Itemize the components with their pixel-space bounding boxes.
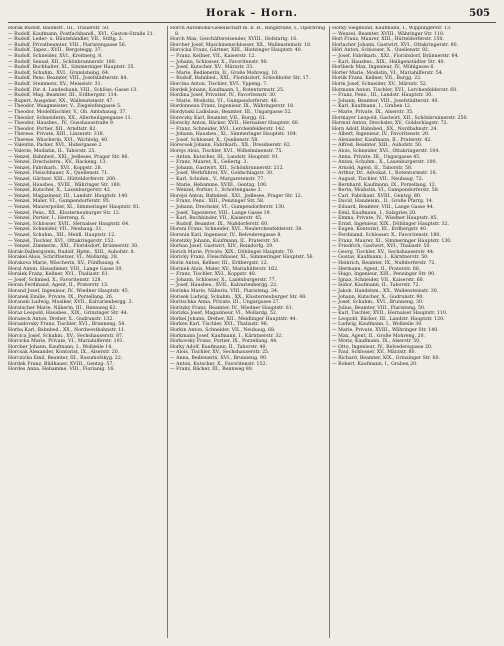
directory-entry: Horal Anton, Hausdiener, VIII., Lange Gasse 30. <box>8 266 123 272</box>
running-head: Horak – Horn. <box>206 8 298 19</box>
directory-entry: Horkmann Josef, Kaufmann, I., Kärntnerstr. 32. <box>170 333 283 339</box>
directory-entry: — Venzel, Schneider, VII., Neubaug. 31. <box>8 227 103 233</box>
directory-entry: Horba Karl, Bahnbed., XX., Nordwestbahnstr. 11. <box>8 328 126 334</box>
directory-entry: — Venzel, Hausbes., XVIII., Währinger Str. 180. <box>8 182 122 188</box>
directory-entry: — Alois, Tischler, XV., Sechshauserstr. 25. <box>170 350 270 356</box>
directory-entry: — Franz, Kellner, VII., Kaiserstr. 12. <box>170 53 256 59</box>
directory-entry: — Friedrich, Gastwirt, XVI., Thaliastr. 50. <box>332 244 431 250</box>
directory-entry: — Alexander, Kaufmann, II., Praterstr. 42. <box>332 137 432 143</box>
directory-entry: — Hugo, Ingenieur, XIII., Penzinger Str. 90. <box>332 272 436 278</box>
directory-entry: — Josef, Fabrikarb., XXI., Floridsdorf, Brünnerstr. 64. <box>332 53 459 59</box>
directory-entry: — Moriz, Kaufmann, IX., Alserstr. 50. <box>332 339 421 345</box>
directory-entry: Horkin Anton, Schneider, VII., Neubaug. 68. <box>170 328 276 334</box>
directory-entry: — Therese, Private, XIII., Linzerstr. 318. <box>8 132 105 138</box>
directory-entry: — Josef, Hausbes., XVII., Kalvarienbergg. 22. <box>170 283 278 289</box>
directory-entry: — August, Tischler, VII., Neubaug. 72. <box>332 177 424 183</box>
directory-entry: — Georg, Tischler, XV., Sechshauserstr. 44. <box>332 249 435 255</box>
directory-entry: Horin Anton, Kellner, III., Erdbergstr. 12. <box>170 260 269 266</box>
directory-entry: Horejsi Anton, Bahnbed., XXI., Jedlesee, Prager Str. 12. <box>170 193 303 199</box>
directory-entry: — Ernst, Ingenieur, XIX., Döblinger Hauptstr. 32. <box>332 221 450 227</box>
directory-entry: — Otto, Ingenieur, IV., Belvederegasse 20. <box>332 344 433 350</box>
directory-entry: — Jakob, Handelsm., XX., Wallensteinstr. 30. <box>332 288 439 294</box>
directory-entry: — Arnold, Agent, II., Taborstr. 58. <box>332 165 413 171</box>
directory-entry: — Rudolf, Mag. Beamter, III., Erdbergstr. 114. <box>8 93 119 99</box>
directory-entry: Horisek Ludwig, Schuhm., XX., Klosterneuburger Str. 48. <box>170 294 307 300</box>
directory-entry: — Johann, Gastwirt, XII., Schönbrunnerstr. 212. <box>170 165 285 171</box>
directory-entry: — Venzel, Zimmerm., XXI., Floridsdorf, Brünnerstr. 30. <box>8 244 139 250</box>
directory-entry: Hordina Josef, Privatier, IV., Favoritenstr. 30. <box>170 93 277 99</box>
directory-entry: — Rudolf, Sensal, XII., Schönbrunnerstr. 180. <box>8 59 117 65</box>
directory-entry: Horanski Ludwig, Musiker, XVII., Kalvarienbergg. 3. <box>8 300 134 306</box>
directory-entry: Horejs Alois, Tischler, XVI., Wilhelminenstr. 75. <box>170 149 283 155</box>
directory-entry: Horeni Franz, Schneider, XVI., Neulerchenfelderstr. 38. <box>170 227 303 233</box>
directory-entry: Horcica Josef, Schuhm., XV., Sechshauserstr. 87. <box>8 333 124 339</box>
directory-entry: — Marie, Hebamme, XVIII., Gentzg. 100. <box>170 182 268 188</box>
directory-entry: — Berta, Modistin, VI., Gumpendorferstr. 58. <box>332 188 440 194</box>
directory-entry: — Josef, Schmied, X., Favoritenstr. 128. <box>8 277 103 283</box>
column-1 <box>8 26 166 638</box>
directory-entry: Horl Franz, Maurer, XIII., Hütteldorferstr. 150. <box>332 37 444 43</box>
directory-entry: Hordonneau Franz, Ingenieur, IX., Währingerstr. 18. <box>170 104 295 110</box>
directory-entry: — Ignaz, Schneider, VII., Kaiserstr. 60. <box>332 277 425 283</box>
directory-entry: — Marie, Modistin, VI., Gumpendorferstr. 46. <box>170 98 279 104</box>
directory-entry: — Valerie, Modistin, II., Taborstr. 25. <box>8 149 96 155</box>
directory-entry: — Wenzel, Beamter, XVIII., Währinger Str. 110. <box>332 31 445 37</box>
directory-entry: Horicky Franz, Fleischhauer, XI., Simmeringer Hauptstr. 56. <box>170 255 314 261</box>
directory-entry: — Venzel, Kutscher, X., Laxenburgerstr. 42. <box>8 188 112 194</box>
directory-entry: — Anton, Kutscher, X., Favoritenstr. 152. <box>170 361 267 367</box>
directory-entry: Horcsak Alexander, Kontorist, IX., Alserstr. 20. <box>8 350 120 356</box>
directory-entry: — Johann, Schlosser, X., Favoritenstr. 90. <box>170 59 269 65</box>
directory-entry: — Franz, Maurer, X., Gellertg. 3. <box>170 160 248 166</box>
directory-entry: — Julius, Beamter, VIII., Piaristeng. 50. <box>332 305 426 311</box>
directory-entry: Horand Josef, Ingenieur, IV., Wiedner Hauptstr. 45. <box>8 288 130 294</box>
directory-entry: Horcher Josef, Maschinenschlosser, XX., Wallensteinstr. 18. <box>170 42 312 48</box>
directory-entry: — Venzel, Schlosser, XVII., Hernalser Hauptstr. 64. <box>8 221 130 227</box>
directory-entry: — Venzel, Magazineur, III., Landstr. Hauptstr. 140. <box>8 193 129 199</box>
directory-entry: Hormann Anton, Tischler, XVI., Lerchenfelderstr. 60. <box>332 87 458 93</box>
directory-entry: — Johann, Beamter, VIII., Josefstädterstr. 40. <box>332 98 439 104</box>
directory-entry: Hordynski Ladislaus, Beamter, III., Ungargasse 52. <box>170 109 292 115</box>
directory-entry: — Therese, Wäscherin, XVI., Wichtelg. 40. <box>8 137 109 143</box>
directory-entry: — Emil, Kaufmann, I., Salzgries 20. <box>332 210 417 216</box>
page-header <box>0 8 504 22</box>
directory-entry: — Wenzel, Portier, I., Schottengasse 3. <box>170 188 262 194</box>
directory-entry: — Karl, Hausbes., XIX., Heiligenstädter Str. 40. <box>332 59 446 65</box>
directory-entry: — Rudolf, Schuhm., XVI., Grundsteing. 64. <box>8 70 110 76</box>
directory-entry: — Josef, Kutscher, XV., Märzstr. 33. <box>170 65 254 71</box>
directory-entry: Horaz Leopold, Hausbes., XIX., Grinzinger Str. 44. <box>8 311 129 317</box>
directory-entry: — Valentin, Packer, XVI., Hubergasse 2. <box>8 143 103 149</box>
directory-entry: — Rudolf, Privatbeamter, VIII., Piaristengasse 56. <box>8 42 127 48</box>
directory-entry: — Anton, Kutscher, III., Landstr. Hauptstr. 91. <box>170 154 280 160</box>
directory-entry: Hörl Anton, Schlosser, X., Quellenstr. 92. <box>332 48 430 54</box>
directory-entry: — Venzel, Bahnbed., XXI., Jedlesee, Prager Str. 86. <box>8 154 129 160</box>
directory-entry: — Venzel, Fabrikarb., XVI., Koppstr. 28. <box>8 165 103 171</box>
directory-entry: — Josef, Schuhm., XVI., Brunneng. 30. <box>332 300 424 306</box>
directory-entry: — Franz, Schneider, XVI., Lerchenfelderstr. 142. <box>170 126 286 132</box>
directory-entry: — Hermann, Agent, II., Praterstr. 66. <box>332 266 421 272</box>
directory-entry: — Karl, Schuhm., V., Margaretenstr. 77. <box>170 177 265 183</box>
directory-entry: — Theodor, Schneiderin, XX., Allerheiligengasse 11. <box>8 115 133 121</box>
directory-entry: — Ludwig, Kaufmann, I., Wollzeile 30. <box>332 322 423 328</box>
directory-entry: Horinka Marie, Näherin, VIII., Piaristeng. 34. <box>170 288 279 294</box>
directory-entry: — Venzel, Fleischhauer, X., Quellenstr. 71. <box>8 171 109 177</box>
directory-entry: Horan Ferdinand, Agent, II., Praterstr. 13. <box>8 283 109 289</box>
directory-entry: Horazdovsky Franz, Tischler, XVI., Brunneng. 54. <box>8 322 126 328</box>
directory-entry: — Franz, Pens., XIII., Penzinger Str. 58. <box>170 199 265 205</box>
directory-entry: Hormayer Leopold, Gastwirt, XII., Schönbrunnerstr. 250. <box>332 115 468 121</box>
directory-entry: — Arthur, Dr., Advokat, I., Rotenturmstr. 16. <box>332 171 438 177</box>
directory-entry: Horler Marie, Modistin, VI., Mariahilferstr. 54. <box>332 70 444 76</box>
directory-entry: — Ferdinand, Schlosser, X., Favoritenstr. 180. <box>332 232 441 238</box>
directory-entry: Horlacher Johann, Gastwirt, XVI., Ottakringerstr. 80. <box>332 42 459 48</box>
directory-entry: — Josef, Tapezierer, VIII., Lange Gasse 19. <box>170 210 272 216</box>
directory-entry: Horazeck Anton, Dreher, X., Gudrunstr. 132. <box>8 316 114 322</box>
directory-entry: Horkovsky Franz, Portier, IX., Porzellang. 44. <box>170 339 278 345</box>
directory-entry: — Heinrich, Beamter, IX., Nußdorferstr. 72. <box>332 260 436 266</box>
directory-entry: Horakova Marie, Wäscherin, XV., Fünfhausg. 4. <box>8 260 121 266</box>
directory-entry: — Bernhard, Kaufmann, IX., Porzellang. 12. <box>332 182 437 188</box>
directory-entry: — Rudolf, Beamter, IX., Nußdorferstr. 60. <box>170 221 269 227</box>
directory-entry: — Josef, Schlosser, X., Quellenstr. 58. <box>170 137 259 143</box>
directory-entry: Horetzky Johann, Kaufmann, II., Praterstr. 50. <box>170 238 280 244</box>
directory-entry: — Alois, Schneider, XVI., Ottakringerstr. 104. <box>332 149 440 155</box>
directory-entry: — Venzel, Tischler, XVI., Ottakringerstr. 152. <box>8 238 115 244</box>
directory-entry: Horcicka Marie, Private, VI., Mariahilferstr. 101. <box>8 339 125 345</box>
directory-entry: Horm Josef, Schneider, XV., Märzstr. 52. <box>332 81 428 87</box>
directory-entry: Horcher Johann, Kaufmann, I., Wollzeile 14. <box>8 344 113 350</box>
directory-entry: Hordek Franz, Bildhauer, XVIII., Gentzg. 57. <box>8 361 114 367</box>
directory-entry: — David, Handelsm., II., Große Pfarrg. 14. <box>332 199 434 205</box>
directory-entry: — Rupert, Ausgeher, XX., Wallensteinstr. 47. <box>8 98 114 104</box>
directory-entry: Horizka Josef, Magazineur, VI., Mollardg. 52. <box>170 311 278 317</box>
directory-entry: Horenin Karl, Ingenieur, IV., Belvederegasse 8. <box>170 232 282 238</box>
directory-entry: — Franz, Maurer, XI., Simmeringer Hauptstr. 130. <box>332 238 452 244</box>
directory-entry: Horecsek Johann, Fabrikarb., XX., Dresdnerstr. 62. <box>170 143 292 149</box>
directory-entry: — Paul, Schlosser, XV., Märzstr. 80. <box>332 350 417 356</box>
directory-entry: Horky Siegmund, Kaufmann, I., Wipplingerstr. 13. <box>332 26 452 31</box>
directory-entry: — Karl, Kaufmann, I., Graben 12. <box>332 104 412 110</box>
directory-entry: — Franz, Pens., III., Landstr. Hauptstr. 30. <box>332 93 433 99</box>
directory-entry: Horeczky Karl, Beamter, VII., Burgg. 61. <box>170 115 267 121</box>
directory-entry: Horczicka Emil, Beamter, III., Rasumofskyg. 22. <box>8 356 123 362</box>
directory-entry: — Franz, Bäcker, III., Rennweg 80. <box>170 367 254 373</box>
directory-entry: Horak-Dalbergstein, Rudolf, Hptm., XIII., Auhofstr. 8. <box>8 249 136 255</box>
directory-entry: Horch Automobil-Gesellschaft m. b. H., Ringstraße, I., Opernring 8. <box>170 26 326 37</box>
page-number: 505 <box>469 8 490 19</box>
directory-entry: Horanek Emilie, Private, IX., Porzellang. 26. <box>8 294 114 300</box>
directory-entry: Horak Rudolf, Baumstr., III., Trauerstr. 50. <box>8 26 110 31</box>
directory-entry: — Rudolf, Leder- u. Häutehändler, VII., Stiftg. 2. <box>8 37 124 43</box>
directory-entry: — Venzel, Gärtner, XIII., Hütteldorferstr. 200. <box>8 177 117 183</box>
directory-entry: Horkel Johann, Dreher, XII., Meidlinger Hauptstr. 44. <box>170 316 297 322</box>
directory-entry: — Marie, Bedienerin, II., Große Mohreng. 10. <box>170 70 279 76</box>
directory-entry: — Max, Agent, II., Große Mohreng. 20. <box>332 333 425 339</box>
directory-entry: Hormut Anton, Drechsler, XV., Goldschlagstr. 72. <box>332 121 449 127</box>
directory-entry: — Eugen, Kontorist, III., Erdbergstr. 40. <box>332 227 428 233</box>
directory-entry: Horhan Josef, Gastwirt, XIV., Reindorfg. 29. <box>170 244 274 250</box>
directory-entry: — Emma, Private, IV., Wiedner Hauptstr. 85. <box>332 216 438 222</box>
directory-entry: — Venzel, Drechslerm., XV., Hackeng. 13. <box>8 160 107 166</box>
directory-entry: — Johann, Hausbes., XI., Simmeringer Hauptstr. 104. <box>170 132 298 138</box>
directory-entry: — Alfred, Beamter, XIII., Auhofstr. 50. <box>332 143 423 149</box>
directory-entry: — Marie, Private, XVIII., Währinger Str. 140. <box>332 328 439 334</box>
directory-entry: — Richard, Beamter, XIX., Grinzinger Str. 60. <box>332 356 440 362</box>
directory-entry: — Theodor, Hausbes., IV., Gusshausstraße 9. <box>8 121 115 127</box>
directory-entry: Horlik Franz, Kellner, VII., Burgg. 22. <box>332 76 422 82</box>
column-2 <box>170 26 328 638</box>
directory-entry: — Venzel, Maurerpolier, XI., Simmeringer Hauptstr. 81. <box>8 205 141 210</box>
directory-entry: — Rudolf, Dir. d. Landesbank, VIII., Schlöss.-Gasse 13. <box>8 87 138 93</box>
directory-entry: — Franz, Tischler, XVI., Koppstr. 40. <box>170 272 257 278</box>
directory-entry: — Karl, Tischler, XVII., Hernalser Hauptstr. 110. <box>332 311 448 317</box>
directory-entry: — Venzel, Pens., XX., Klosterneuburger Str. 12. <box>8 210 121 216</box>
directory-entry: — Theodor, Modelltischler, V., Ob. Amtshausg. 37. <box>8 109 127 115</box>
directory-entry: — Rudolf, Kaufmann, Postfachhandl., XVI., Gaston-Straße 21. <box>8 31 155 37</box>
directory-entry: — Johann, Drechsler, VI., Gumpendorferstr. 130. <box>170 205 286 210</box>
directory-entry: Horecky Anton, Bäcker, XVII., Hernalser Hauptstr. 60. <box>170 121 300 127</box>
directory-entry: Horch Max, Geschäftsreisender, XVIII., Hofstattg. 16. <box>170 37 298 43</box>
directory-entry: Horich Marie, Private, XIX., Döblinger Hauptstr. 70. <box>170 249 295 255</box>
directory-entry: Horitzky Franz, Beamter, IV., Wiedner Hauptstr. 61. <box>170 305 294 311</box>
directory-entry: Hordek Johann, Kaufmann, I., Rotenturmstr. 25. <box>170 87 285 93</box>
directory-entry: — Venzel, Schuhm., XII., Meidl. Hauptstr. 12. <box>8 232 116 238</box>
directory-entry: Horcicka Franz, Gärtner, XIII., Hietzinger Hauptstr. 40. <box>170 48 303 54</box>
directory-entry: Horatscher Marie, Näherin, III., Rennweg 62. <box>8 305 117 311</box>
directory-entry: Horlbeck Max, Ingenieur, IV., Mühlgasse 6. <box>332 65 435 71</box>
directory-entry: — Johann, Schlosser, X., Laxenburgerstr. 77. <box>170 277 277 283</box>
directory-entry: — Theodor, Waagmeister, V., Ziegelofengasse 5. <box>8 104 122 110</box>
column-divider <box>167 26 168 638</box>
directory-entry: — Isidor, Kaufmann, II., Taborstr. 72. <box>332 283 421 289</box>
directory-entry: — Rudolf, Bahnbed., XXI., Floridsdorf, Schloßhofer Str. 17. <box>170 76 311 82</box>
directory-entry: Horken Karl, Tischler, XVI., Thaliastr. 96. <box>170 322 269 328</box>
directory-entry: — Rudolf, Pens. Beamter, VIII., Josefstädterstr. 84. <box>8 76 128 82</box>
directory-entry: Horcina Anton, Tischler, XVI., Yppeng. 7. <box>170 81 268 87</box>
directory-entry: — Leopold, Bäcker, III., Landstr. Hauptstr. 120. <box>332 316 445 322</box>
directory-entry: — Karl, Buchbinder, VII., Kaiserstr. 45. <box>170 216 263 222</box>
directory-entry: — Rudolf, Steinmetz, XV., Meiselstr. 31. <box>8 81 103 87</box>
directory-entry: — Albert, Ingenieur, IV., Favoritenstr. 20. <box>332 132 430 138</box>
directory-entry: — Johann, Kutscher, X., Gudrunstr. 90. <box>332 294 424 300</box>
directory-entry: — Anna, Private, III., Ungargasse 45. <box>332 154 421 160</box>
directory-entry: — Anton, Schuhm., X., Laxenburgerstr. 100. <box>332 160 437 166</box>
column-3 <box>332 26 490 638</box>
directory-entry: — Rudolf, Buchhalter, XI., Simmeringer Hauptstr. 35. <box>8 65 135 71</box>
directory-entry: — Marie, Private, IX., Alserstr. 35. <box>332 109 414 115</box>
directory-entry: — Eduard, Beamter, VIII., Lange Gasse 44. <box>332 205 435 210</box>
directory-entry: Horalek Franz, Kellner, XVI., Thaliastr. 61. <box>8 272 110 278</box>
directory-entry: — Anna, Bedienerin, XVI., Brunneng. 90. <box>170 356 268 362</box>
directory-entry: — Rudolf, Tapez., XVII., Bergsteigg. 37. <box>8 48 103 54</box>
directory-entry: — Josef, Werkführer, XV., Goldschlagstr. 30. <box>170 171 274 177</box>
directory-entry: Horinek Alois, Maler, XV., Mariahilferstr. 162. <box>170 266 279 272</box>
directory-entry: — Carl, Fabrikant, XVIII., Gentzg. 80. <box>332 193 422 199</box>
directory-entry: Hordes Anna, Hebamme, VIII., Florianig. 16. <box>8 367 115 373</box>
directory-entry: — Robert, Kaufmann, I., Graben 20. <box>332 361 418 367</box>
directory-entry: Horn Adolf, Bahnbed., XX., Nordbahnstr. 24. <box>332 126 439 132</box>
directory-entry: — Theodor, Portier, XII., Arndtstr. 82. <box>8 126 97 132</box>
column-divider <box>329 26 330 638</box>
directory-entry: Horakel Alois, Schriftsetzer, VI., Mollardg. 28. <box>8 255 119 261</box>
directory-entry: — Rudolf, Schneider, XVI., Kreitnerg. 8. <box>8 53 103 59</box>
directory-entry: — Venzel, Maler, VI., Gumpendorferstr. 95. <box>8 199 111 205</box>
directory-entry: — Venzel, Portier, I., Herreng. 6. <box>8 216 86 222</box>
directory-entry: Horky Adolf, Kaufmann, II., Taborstr. 40. <box>170 344 267 350</box>
directory-entry: Horitschka Anna, Private, III., Ungargasse 27. <box>170 300 281 306</box>
directory-entry: — Gustav, Kaufmann, I., Kärntnerstr. 50. <box>332 255 429 261</box>
header-rule <box>8 22 496 23</box>
